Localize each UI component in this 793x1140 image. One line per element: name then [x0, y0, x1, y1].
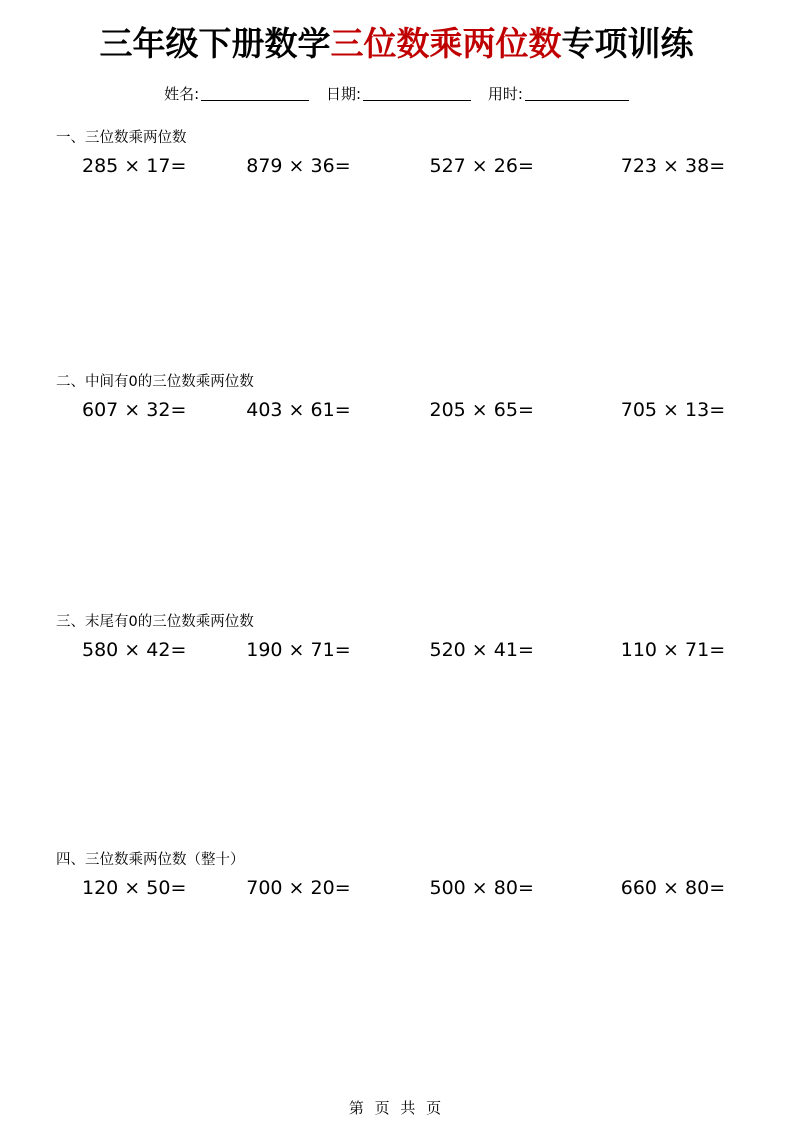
section-3-heading: 三、末尾有0的三位数乘两位数 — [56, 614, 254, 630]
section-4-problems — [48, 877, 745, 899]
section-1-problems — [48, 155, 745, 177]
problem-item[interactable]: 700 × 20= — [246, 877, 351, 899]
section-4 — [48, 848, 745, 899]
problem-item[interactable]: 403 × 61= — [246, 399, 351, 421]
date-label: 日期: — [325, 85, 362, 103]
page-footer: 第 页 共 页 — [348, 1099, 445, 1117]
page-title — [48, 18, 745, 65]
section-4-heading: 四、三位数乘两位数（整十） — [56, 852, 245, 868]
title-text-accent: 三位数乘两位数 — [330, 24, 562, 63]
section-2 — [48, 370, 745, 421]
problem-item[interactable]: 520 × 41= — [429, 639, 534, 661]
problem-item[interactable]: 527 × 26= — [429, 155, 534, 177]
worksheet-page — [0, 18, 793, 1140]
name-label: 姓名: — [164, 85, 200, 103]
problem-item[interactable]: 205 × 65= — [429, 399, 534, 421]
problem-item[interactable]: 607 × 32= — [82, 399, 187, 421]
problem-item[interactable]: 660 × 80= — [620, 877, 726, 899]
date-blank[interactable] — [363, 100, 471, 101]
date-field[interactable] — [326, 83, 471, 104]
time-field[interactable] — [488, 83, 629, 104]
problem-item[interactable]: 285 × 17= — [82, 155, 187, 177]
problem-item[interactable]: 500 × 80= — [429, 877, 534, 899]
time-label: 用时: — [487, 85, 523, 103]
problem-item[interactable]: 580 × 42= — [82, 639, 187, 661]
section-2-heading: 二、中间有0的三位数乘两位数 — [56, 374, 254, 390]
meta-line — [48, 83, 745, 104]
name-field[interactable] — [164, 83, 309, 104]
problem-item[interactable]: 705 × 13= — [620, 399, 726, 421]
name-blank[interactable] — [201, 100, 309, 101]
problem-item[interactable]: 723 × 38= — [620, 155, 726, 177]
section-1 — [48, 126, 745, 177]
time-blank[interactable] — [525, 100, 629, 101]
problem-item[interactable]: 110 × 71= — [620, 639, 726, 661]
section-3 — [48, 610, 745, 661]
problem-item[interactable]: 120 × 50= — [82, 877, 187, 899]
section-3-problems — [48, 639, 745, 661]
problem-item[interactable]: 190 × 71= — [246, 639, 351, 661]
title-text-before: 三年级下册数学 — [99, 24, 331, 63]
section-1-heading: 一、三位数乘两位数 — [56, 130, 187, 146]
problem-item[interactable]: 879 × 36= — [246, 155, 351, 177]
section-2-problems — [48, 399, 745, 421]
title-text-after: 专项训练 — [561, 24, 694, 63]
